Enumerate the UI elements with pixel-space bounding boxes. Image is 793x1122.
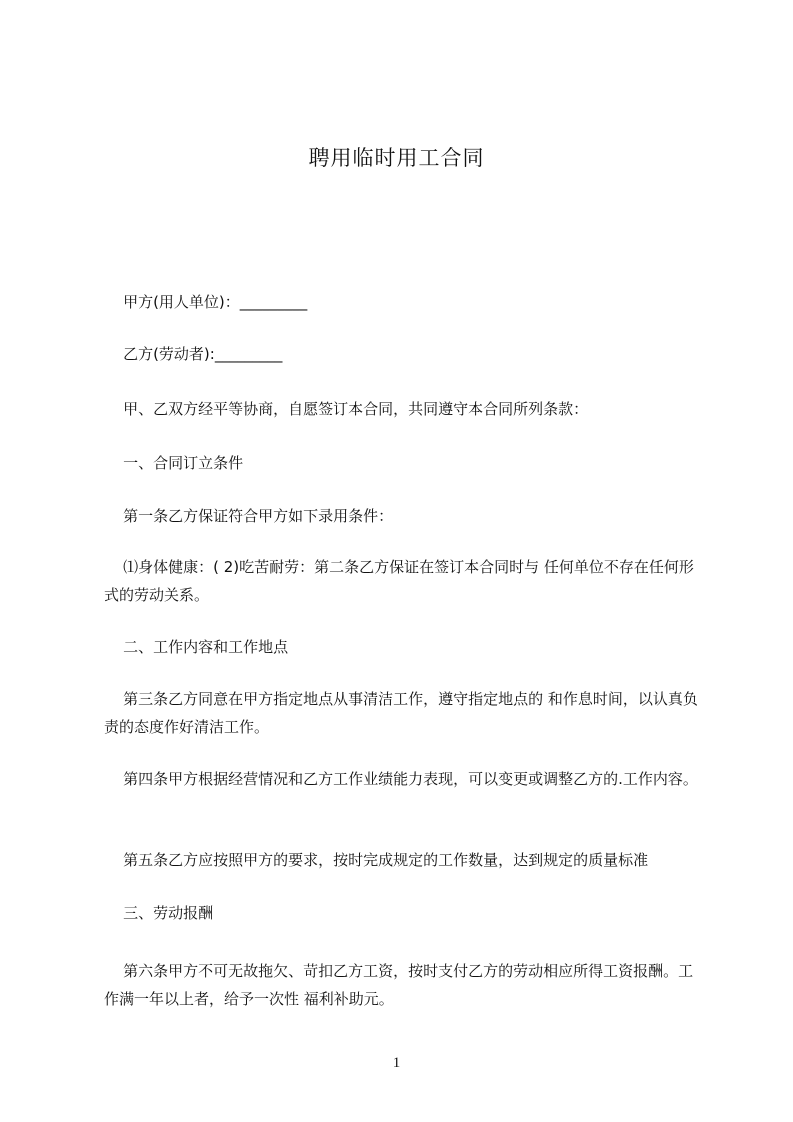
party-b-line: 乙方(劳动者):_________ — [104, 345, 283, 363]
section-heading-3: 三、劳动报酬 — [104, 904, 214, 922]
article-3-paragraph: 第三条乙方同意在甲方指定地点从事清洁工作，遵守指定地点的 和作息时间，以认真负责的态度作好清洁工作。 — [104, 690, 698, 736]
article-5-paragraph: 第五条乙方应按照甲方的要求，按时完成规定的工作数量，达到规定的质量标准 — [104, 851, 649, 869]
preamble-paragraph: 甲、乙双方经平等协商，自愿签订本合同，共同遵守本合同所列条款： — [104, 400, 589, 418]
document-title: 聘用临时用工合同 — [308, 146, 485, 170]
section-heading-2: 二、工作内容和工作地点 — [104, 638, 289, 656]
article-6-paragraph: 第六条甲方不可无故拖欠、苛扣乙方工资，按时支付乙方的劳动相应所得工资报酬。工作满一年以上者，给予一次性 福利补助元。 — [104, 962, 694, 1008]
page-number: 1 — [392, 1055, 401, 1071]
party-a-line: 甲方(用人单位)：_________ — [104, 293, 308, 311]
section-heading-1: 一、合同订立条件 — [104, 454, 244, 472]
article-1-paragraph: 第一条乙方保证符合甲方如下录用条件： — [104, 507, 394, 525]
article-4-paragraph: 第四条甲方根据经营情况和乙方工作业绩能力表现，可以变更或调整乙方的.工作内容。 — [104, 770, 698, 788]
article-2-paragraph: ⑴身体健康：( 2)吃苦耐劳：第二条乙方保证在签订本合同时与 任何单位不存在任何形式的劳动关系。 — [104, 558, 694, 604]
